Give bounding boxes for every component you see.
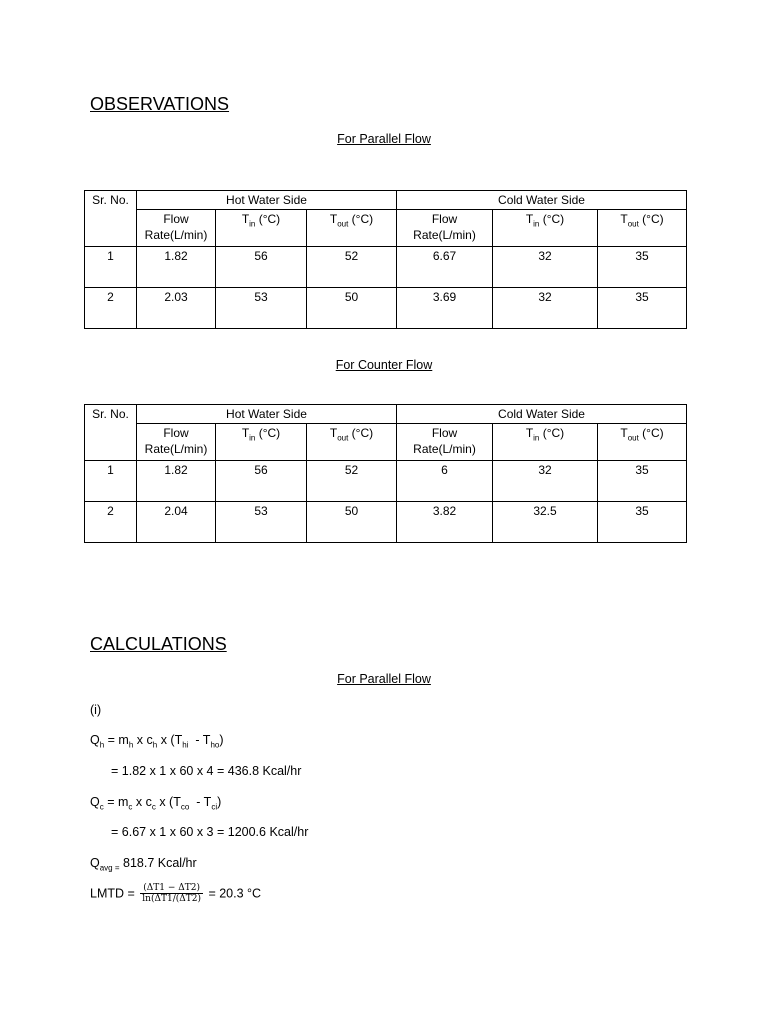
qh-formula: $Q_h = m_h$ x $c_h$ x $(T_{hi} - T_{ho})$ [90,733,224,750]
table-row [85,247,687,288]
parallel-flow-title: For Parallel Flow [337,132,431,146]
qc-value: = 6.67 x 1 x 60 x 3 = 1200.6 Kcal/hr [111,825,309,839]
sr-cell: 2 [85,288,137,329]
calc-item-label: (i) [90,703,102,717]
counter-flow-title: For Counter Flow [335,358,433,372]
tout-header: $T_{out}$ (°C) [598,210,687,247]
cold-tout-cell: 35 [598,502,687,543]
lmtd-fraction: $\frac{(\Delta T1 - \Delta T2)}{\ln(\Delta T1/(\Delta T2)}$ [142,883,201,904]
table-row [85,288,687,329]
tout-header: $T_{out}$ (°C) [598,424,687,461]
hot-side-header: Hot Water Side [137,191,397,210]
hot-flow-cell: 2.04 [137,502,216,543]
sr-cell: 2 [85,502,137,543]
hot-tout-cell: 52 [307,461,397,502]
table-row [85,502,687,543]
qh-value: = 1.82 x 1 x 60 x 4 = 436.8 Kcal/hr [111,764,302,778]
cold-flow-cell: 6 [397,461,493,502]
sr-no-header: Sr. No. [85,405,137,461]
counter-flow-table [84,404,687,543]
cold-tin-cell: 32 [493,247,598,288]
flow-rate-header: Flow Rate(L/min) [397,210,493,247]
tin-header: $T_{in}$ (°C) [493,210,598,247]
hot-flow-cell: 2.03 [137,288,216,329]
qavg-line: $Q_{avg =}$ 818.7 Kcal/hr [90,856,197,873]
cold-side-header: Cold Water Side [397,405,687,424]
calculations-heading: CALCULATIONS [90,634,227,654]
calc-parallel-title: For Parallel Flow [337,672,431,686]
lmtd-line: LMTD = $\frac{(\Delta T1 - \Delta T2)}{\ln(\Delta T1/(\Delta T2)}$ = 20.3 °C [90,883,262,904]
tout-header: $T_{out}$ (°C) [307,424,397,461]
cold-tout-cell: 35 [598,247,687,288]
hot-tin-cell: 53 [216,502,307,543]
hot-tin-cell: 56 [216,461,307,502]
cold-tin-cell: 32.5 [493,502,598,543]
flow-rate-header: Flow Rate(L/min) [397,424,493,461]
tin-header: $T_{in}$ (°C) [216,424,307,461]
cold-tin-cell: 32 [493,461,598,502]
hot-side-header: Hot Water Side [137,405,397,424]
cold-flow-cell: 3.69 [397,288,493,329]
flow-rate-header: Flow Rate(L/min) [137,424,216,461]
hot-flow-cell: 1.82 [137,461,216,502]
tout-header: $T_{out}$ (°C) [307,210,397,247]
hot-tin-cell: 53 [216,288,307,329]
hot-tout-cell: 50 [307,288,397,329]
cold-tin-cell: 32 [493,288,598,329]
cold-flow-cell: 3.82 [397,502,493,543]
sr-cell: 1 [85,247,137,288]
cold-flow-cell: 6.67 [397,247,493,288]
cold-side-header: Cold Water Side [397,191,687,210]
parallel-flow-table [84,190,687,329]
sr-no-header: Sr. No. [85,191,137,247]
tin-header: $T_{in}$ (°C) [216,210,307,247]
sr-cell: 1 [85,461,137,502]
flow-rate-header: Flow Rate(L/min) [137,210,216,247]
table-row [85,461,687,502]
hot-tout-cell: 50 [307,502,397,543]
hot-flow-cell: 1.82 [137,247,216,288]
hot-tout-cell: 52 [307,247,397,288]
cold-tout-cell: 35 [598,288,687,329]
qc-formula: $Q_c = m_c$ x $c_c$ x $(T_{co} - T_{ci})$ [90,795,222,812]
tin-header: $T_{in}$ (°C) [493,424,598,461]
cold-tout-cell: 35 [598,461,687,502]
hot-tin-cell: 56 [216,247,307,288]
observations-heading: OBSERVATIONS [90,94,230,114]
